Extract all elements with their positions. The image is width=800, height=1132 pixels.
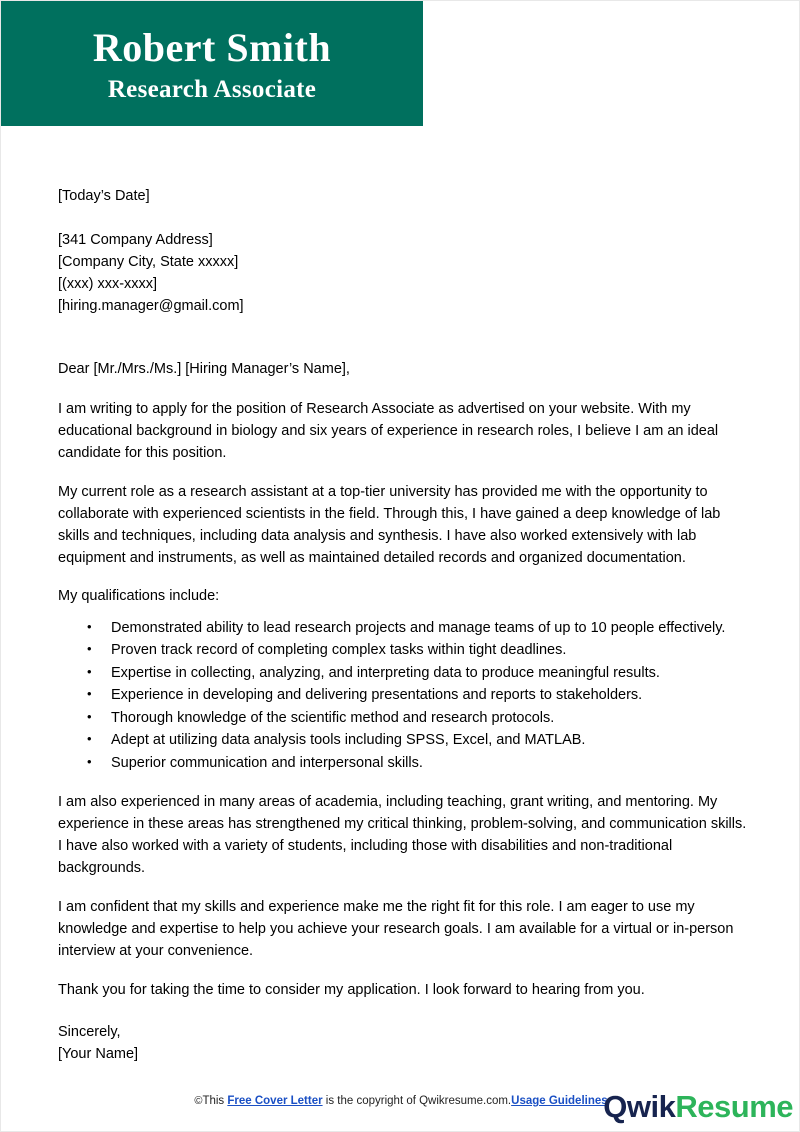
closing-salutation: Sincerely, (58, 1024, 121, 1041)
page-footer (1, 1085, 800, 1131)
signature-name: [Your Name] (58, 1046, 139, 1063)
recipient-address-block (58, 229, 750, 317)
paragraph-5: Thank you for taking the time to consider my application. I look forward to hearing from you. (58, 982, 645, 999)
brand-name-part-qwik: Qwik (603, 1089, 676, 1124)
list-item: • Thorough knowledge of the scientific method and research protocols. (58, 708, 750, 729)
paragraph-2: My current role as a research assistant at a top-tier university has provided me with the opportunity to collaborate with experienced scientists in the field. Through this, I have gained a deep knowledge of lab skills and techniques, including data analysis and synthesis. I have also worked extensively with lab equipment and instruments, as well as maintained detailed records and organized documentation. (58, 484, 721, 567)
qualifications-intro: My qualifications include: (58, 588, 220, 605)
copyright-icon: © (194, 1095, 203, 1107)
footer-credit-middle: is the copyright of Qwikresume.com. (322, 1095, 512, 1107)
footer-credit-prefix: This (202, 1095, 228, 1107)
list-item: • Adept at utilizing data analysis tools including SPSS, Excel, and MATLAB. (58, 730, 750, 751)
recipient-city-state: [Company City, State xxxxx] (58, 253, 239, 270)
qwikresume-logo[interactable] (603, 1091, 793, 1122)
candidate-job-title: Research Associate (107, 76, 317, 104)
letterhead-banner (1, 1, 423, 126)
list-item: • Proven track record of completing complex tasks within tight deadlines. (58, 640, 750, 661)
list-item: • Superior communication and interpersonal skills. (58, 753, 750, 774)
salutation: Dear [Mr./Mrs./Ms.] [Hiring Manager’s Name], (58, 360, 350, 377)
letter-body (58, 187, 750, 1065)
brand-name-part-resume: Resume (675, 1089, 793, 1124)
paragraph-4: I am confident that my skills and experience make me the right fit for this role. I am eager to use my knowledge and expertise to help you achieve your research goals. I am available for a virtual or in-person interview at your convenience. (58, 899, 734, 960)
paragraph-3: I am also experienced in many areas of academia, including teaching, grant writing, and mentoring. My experience in these areas has strengthened my critical thinking, problem-solving, and communication skills. I have also worked with a variety of students, including those with disabilities and non-traditional backgrounds. (58, 794, 747, 877)
list-item: • Experience in developing and delivering presentations and reports to stakeholders. (58, 685, 750, 706)
recipient-phone: [(xxx) xxx-xxxx] (58, 275, 158, 292)
list-item: • Expertise in collecting, analyzing, and interpreting data to produce meaningful results. (58, 663, 750, 684)
free-cover-letter-link[interactable]: Free Cover Letter (227, 1095, 323, 1107)
date-placeholder: [Today’s Date] (58, 188, 150, 204)
paragraph-1: I am writing to apply for the position of Research Associate as advertised on your website. With my educational background in biology and six years of experience in research roles, I believe I am an ideal candidate for this position. (58, 400, 719, 462)
candidate-name: Robert Smith (92, 25, 332, 71)
recipient-email: [hiring.manager@gmail.com] (58, 297, 244, 314)
recipient-street: [341 Company Address] (58, 231, 213, 248)
signature-block (58, 1021, 750, 1065)
qualifications-list (58, 618, 750, 774)
list-item: • Demonstrated ability to lead research projects and manage teams of up to 10 people effectively. (58, 618, 750, 639)
usage-guidelines-link[interactable]: Usage Guidelines (511, 1095, 608, 1107)
